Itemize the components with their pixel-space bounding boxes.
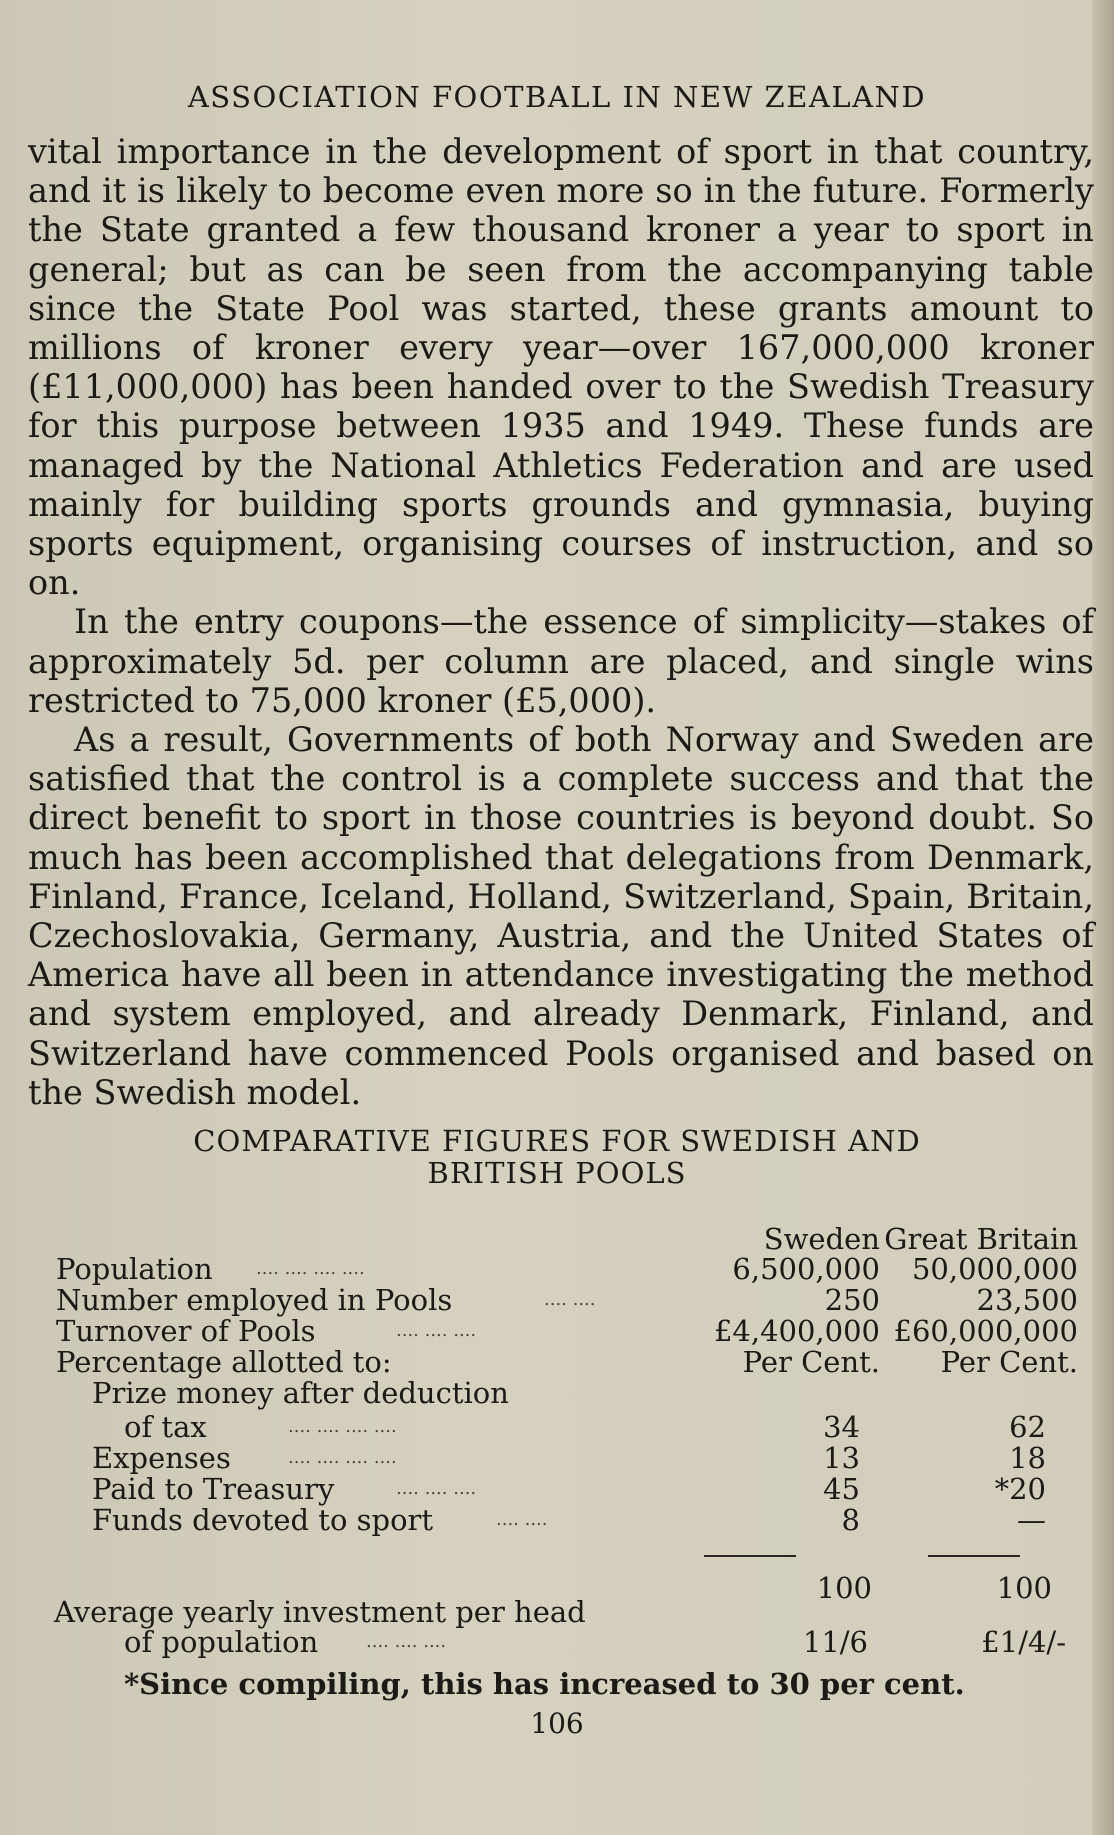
cell-sweden: 34 [823,1410,860,1444]
table-row-turnover [56,1314,1096,1348]
row-label: Turnover of Pools [56,1314,316,1348]
cell-britain: 23,500 [976,1283,1078,1317]
cell-britain: 50,000,000 [911,1252,1078,1286]
cell-sweden: 8 [841,1503,860,1537]
table-row-employed [56,1283,1096,1317]
total-rule-row [56,1543,1096,1571]
cell-sweden: 250 [824,1283,880,1317]
table-row-prize-tax [56,1410,1096,1444]
cell-sweden: 45 [823,1472,860,1506]
leader-dots: .... .... .... .... [288,1447,397,1468]
cell-britain: *20 [994,1472,1046,1506]
table-row-population [56,1252,1096,1286]
cell-britain: — [1017,1503,1046,1537]
col-header-britain: Great Britain [884,1222,1078,1256]
table-header-row [56,1222,1096,1256]
cell-britain: 100 [996,1571,1052,1605]
cell-britain: £60,000,000 [893,1314,1078,1348]
cell-britain: 62 [1009,1410,1046,1444]
running-header: ASSOCIATION FOOTBALL IN NEW ZEALAND [187,80,927,114]
comparison-table [54,1222,1096,1659]
footnote: *Since compiling, this has increased to 30 per cent. [124,1667,965,1701]
row-label: Prize money after deduction [92,1376,509,1410]
leader-dots: .... .... .... [396,1320,477,1341]
table-row-average [54,1595,1096,1629]
total-rule-sweden [704,1555,796,1557]
total-rule-britain [928,1555,1020,1557]
table-row-expenses [56,1441,1096,1475]
cell-sweden: £4,400,000 [713,1314,880,1348]
row-label: Average yearly investment per head [54,1595,586,1629]
row-label: Number employed in Pools [56,1283,453,1317]
row-label: Expenses [92,1441,231,1475]
leader-dots: .... .... [544,1289,596,1310]
cell-britain: £1/4/- [981,1625,1066,1659]
table-row-treasury [56,1472,1096,1506]
page-number: 106 [530,1707,584,1740]
row-label: Funds devoted to sport [92,1503,434,1537]
cell-sweden: 100 [816,1571,872,1605]
table-title-line-2: BRITISH POOLS [427,1156,687,1190]
cell-britain: 18 [1009,1441,1046,1475]
table-row-prize [56,1376,1096,1410]
paragraph-1: vital importance in the development of sport in that country, and it is likely to become even more so in the future. Formerly the State granted a few thousand kroner a year to sport in general; but as can be seen from the accompanying table since the State Pool was started, these grants amount to millions of kroner every year—over 167,000,000 kroner (£11,000,000) has been handed over to the Swedish Treasury for this purpose between 1935 and 1949. These funds are managed by the National Athletics Federation and are used mainly for building sports grounds and gymnasia, buying sports equipment, organising courses of instruction, and so on. [28,132,1094,603]
cell-sweden: 11/6 [802,1625,868,1659]
leader-dots: .... .... .... [396,1478,477,1499]
row-label: Percentage allotted to: [56,1345,392,1379]
table-row-average-pop [56,1625,1096,1659]
row-label: of tax [124,1410,207,1444]
paragraph-3: As a result, Governments of both Norway and Sweden are satisfied that the control is a complete success and that the direct benefit to sport in those countries is beyond doubt. So much has been accomplished that delegations from Denmark, Finland, France, Iceland, Holland, Switzerland, Spain, Britain, Czechoslovakia, Germany, Austria, and the United States of America have all been in attendance investigating the method and system employed, and already Denmark, Finland, and Switzerland have commenced Pools organised and based on the Swedish model. [28,720,1094,1112]
table-row-sport [56,1503,1096,1543]
leader-dots: .... .... .... .... [256,1258,365,1279]
leader-dots: .... .... .... [366,1631,447,1652]
table-title-line-1: COMPARATIVE FIGURES FOR SWEDISH AND [193,1124,921,1158]
row-label: Paid to Treasury [92,1472,335,1506]
table-title [0,1125,1114,1189]
leader-dots: .... .... [496,1509,548,1530]
leader-dots: .... .... .... .... [288,1416,397,1437]
cell-sweden: 6,500,000 [732,1252,880,1286]
row-label: of population [124,1625,319,1659]
body-text [28,132,1094,1112]
col-header-sweden: Sweden [763,1222,880,1256]
cell-britain: Per Cent. [940,1345,1078,1379]
cell-sweden: 13 [823,1441,860,1475]
table-row-total [56,1571,1096,1605]
cell-sweden: Per Cent. [742,1345,880,1379]
table-row-percentage [56,1345,1096,1379]
paragraph-2: In the entry coupons—the essence of simplicity—stakes of approximately 5d. per column are placed, and single wins restricted to 75,000 kroner (£5,000). [28,602,1094,720]
row-label: Population [56,1252,213,1286]
